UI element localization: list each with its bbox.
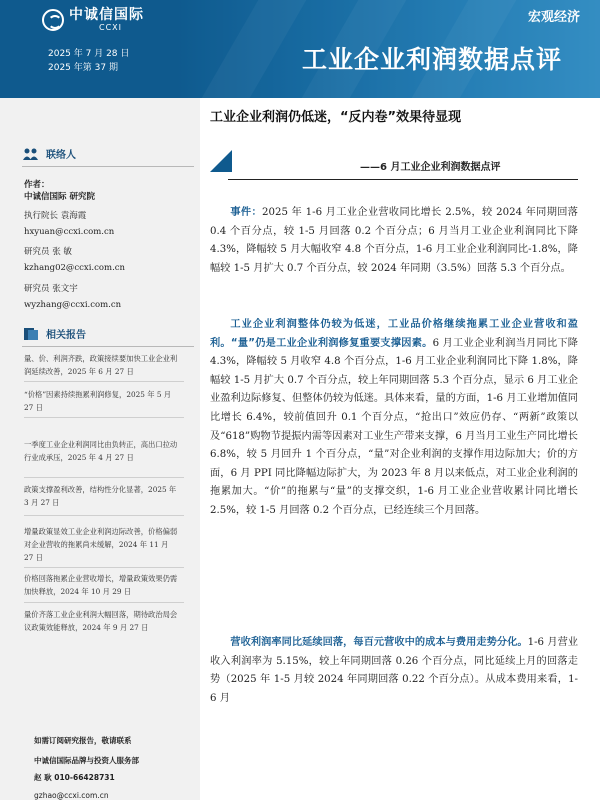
report-title: 工业企业利润数据点评 <box>301 45 562 74</box>
contacts-heading <box>22 146 76 161</box>
contact-role: 研究员 张文宇 <box>24 284 78 294</box>
contacts-heading-label: 联络人 <box>46 150 76 161</box>
contact-email[interactable]: hxyuan@ccxi.com.cn <box>24 227 115 237</box>
report-header <box>0 0 600 98</box>
brand-logo <box>42 8 144 32</box>
logo-abbr: CCXI <box>99 23 123 32</box>
related-reports-heading <box>22 326 86 341</box>
related-report-link[interactable]: 政策支撑盈利改善，结构性分化显著，2025 年 3 月 27 日 <box>24 485 177 507</box>
related-report-link[interactable]: 量、价、利润齐跌，政策接续要加快工业企业利润延续改善，2025 年 6 月 27 日 <box>24 354 178 376</box>
related-report-link[interactable]: 量价齐落工业企业利润大幅回落，期待政治局会议政策效能释放，2024 年 9 月 27 日 <box>24 610 178 632</box>
divider <box>24 567 184 568</box>
paragraph-text: 1-6 月营业收入利润率为 5.15%，较上年同期回落 0.26 个百分点，同比延续上月的回落走势（2025 年 1-5 月较 2024 年同期回落 0.22 个百分点）。从成本费用来看，1-6 月 <box>210 637 578 704</box>
article-subtitle: ——6 月工业企业利润数据点评 <box>360 162 501 173</box>
related-report-link[interactable]: “价格”因素持续拖累利润修复，2025 年 5 月 27 日 <box>24 390 172 412</box>
divider <box>24 602 184 603</box>
author-label: 作者： <box>24 180 50 190</box>
paragraph-lead: 工业企业利润整体仍较为低迷，工业品价格继续拖累工业企业营收和盈利。“量”仍是工业企业利润修复重要支撑因素。 <box>210 319 578 349</box>
paragraph-text: 6 月工业企业利润当月同比下降 4.3%，降幅较 5 月收窄 4.8 个百分点，1-6 月工业企业利润同比下降 1.8%，降幅较 1-5 月扩大 0.7 个百分点，较上年同期回落 5.3 个百分点，显示 6 月工业企业盈利边际修复、但整体仍较为低迷。具体来看，量的方面，1-6 月工业增加值同比增长 6.4%，较前值回升 0.1 个百分点，“抢出口”效应仍存、“两新”政策以及“618”购物节提振内需等因素对工业生产带来支撑，6 月当月工业生产同比增长 6.8%，较 5 月回升 1 个百分点，“量”对企业利润的支撑作用边际加大；价的方面，6 月 PPI 同比降幅边际扩大，为 2023 年 8 月以来低点，对工业企业利润的拖累加大。“价”的拖累与“量”的支撑交织，1-6 月工业企业营收累计同比增长 2.5%，较 1-5 月回落 0.2 个百分点，已经连续三个月回落。 <box>210 337 578 516</box>
subtitle-block <box>210 150 578 184</box>
paragraph-text: 2025 年 1-6 月工业企业营收同比增长 2.5%，较 2024 年同期回落 0.4 个百分点，较 1-5 月回落 0.2 个百分点；6 月当月工业企业利润同比下降 4.3%，降幅较 5 月大幅收窄 4.8 个百分点，1-6 月工业企业利润同比-1.8%，降幅较 1-5 月扩大 0.7 个百分点，较 2024 年同期（3.5%）回落 5.3 个百分点。 <box>210 207 578 274</box>
paragraph-margin <box>210 634 578 708</box>
report-date: 2025 年 7 月 28 日 <box>48 49 130 59</box>
divider <box>24 417 184 418</box>
logo-name: 中诚信国际 <box>69 7 144 23</box>
divider <box>24 515 184 516</box>
corner-ornament <box>210 150 232 172</box>
paragraph-lead: 营收利润率同比延续回落，每百元营收中的成本与费用走势分化。 <box>230 637 528 648</box>
report-issue: 2025 年第 37 期 <box>48 63 118 73</box>
contact-email[interactable]: wyzhang@ccxi.com.cn <box>24 300 122 310</box>
people-icon <box>22 147 40 161</box>
band-stripe <box>202 0 307 98</box>
divider <box>24 381 184 382</box>
contact-email[interactable]: kzhang02@ccxi.com.cn <box>24 263 126 273</box>
related-reports-label: 相关报告 <box>46 330 86 341</box>
divider <box>22 346 194 347</box>
contact-role: 研究员 张 敏 <box>24 247 72 257</box>
author-org: 中诚信国际 研究院 <box>24 192 95 202</box>
divider <box>22 166 194 167</box>
service-contact: 赵 耿 010-66428731 <box>34 773 115 782</box>
related-report-link[interactable]: 一季度工业企业利润同比由负转正，高出口拉动行业成承压，2025 年 4 月 27 日 <box>24 440 178 462</box>
related-report-link[interactable]: 价格回落拖累企业营收增长，增量政策效果仍需加快释放，2024 年 10 月 29 日 <box>24 574 178 596</box>
related-report-link[interactable]: 增量政策显效工业企业利润边际改善，价格偏弱对企业营收的拖累尚未缓解，2024 年 11 月 27 日 <box>24 527 178 562</box>
service-dept: 中诚信国际品牌与投资人服务部 <box>34 756 139 765</box>
report-category: 宏观经济 <box>527 10 580 25</box>
logo-mark-icon <box>42 9 64 31</box>
paragraph-profit <box>210 316 578 521</box>
subscribe-note: 如需订阅研究报告，敬请联系 <box>34 736 132 745</box>
report-icon <box>22 327 40 341</box>
service-email[interactable]: gzhao@ccxi.com.cn <box>34 791 109 800</box>
sidebar <box>0 98 200 800</box>
article-title: 工业企业利润仍低迷，“反内卷”效果待显现 <box>210 110 462 125</box>
subtitle-rule <box>228 179 578 180</box>
paragraph-lead: 事件： <box>230 207 263 218</box>
contact-role: 执行院长 袁海霞 <box>24 211 87 221</box>
divider <box>24 477 184 478</box>
paragraph-event <box>210 204 578 278</box>
